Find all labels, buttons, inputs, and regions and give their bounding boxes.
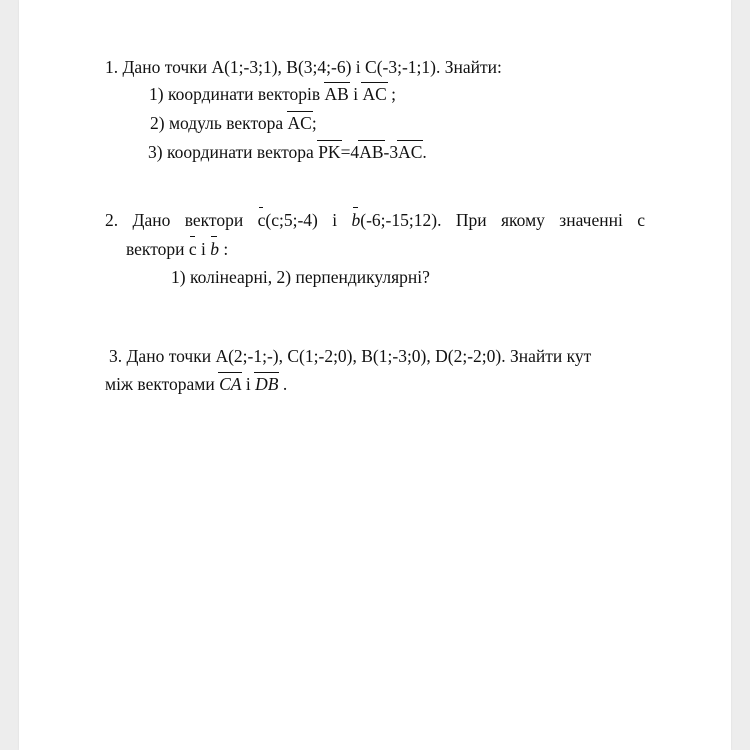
vector-ac: AC [362, 84, 387, 104]
vector-ac: AC [398, 142, 423, 162]
task1-header: 1. Дано точки A(1;-3;1), B(3;4;-6) і C(-3;-1;1). Знайти: [105, 57, 502, 77]
vector-db: DB [255, 374, 279, 394]
task1-item1: 1) координати векторів AB і AC ; [149, 84, 397, 104]
vector-c: c [257, 210, 266, 230]
task3-line2: між векторами CA і DB . [105, 374, 288, 394]
vector-b: b [210, 239, 220, 259]
task2-line1: 2. Дано вектори c(c;5;-4) і b(-6;-15;12). При якому значенні c [105, 210, 645, 230]
vector-b: b [351, 210, 361, 230]
task3-line1: 3. Дано точки A(2;-1;-), C(1;-2;0), B(1;-3;0), D(2;-2;0). Знайти кут [109, 346, 592, 366]
task1-item3: 3) координати вектора PK=4AB-3AC. [148, 142, 427, 162]
task2-line2: вектори c і b : [126, 239, 229, 259]
document-page [19, 0, 731, 750]
task2-line3: 1) колінеарні, 2) перпендикулярні? [171, 267, 430, 287]
task1-item2: 2) модуль вектора AC; [150, 113, 317, 133]
vector-c: c [188, 239, 197, 259]
vector-ab: AB [324, 84, 349, 104]
vector-pk: PK [318, 142, 341, 162]
vector-ac: AC [287, 113, 312, 133]
vector-ab: AB [359, 142, 384, 162]
vector-ca: CA [219, 374, 242, 394]
